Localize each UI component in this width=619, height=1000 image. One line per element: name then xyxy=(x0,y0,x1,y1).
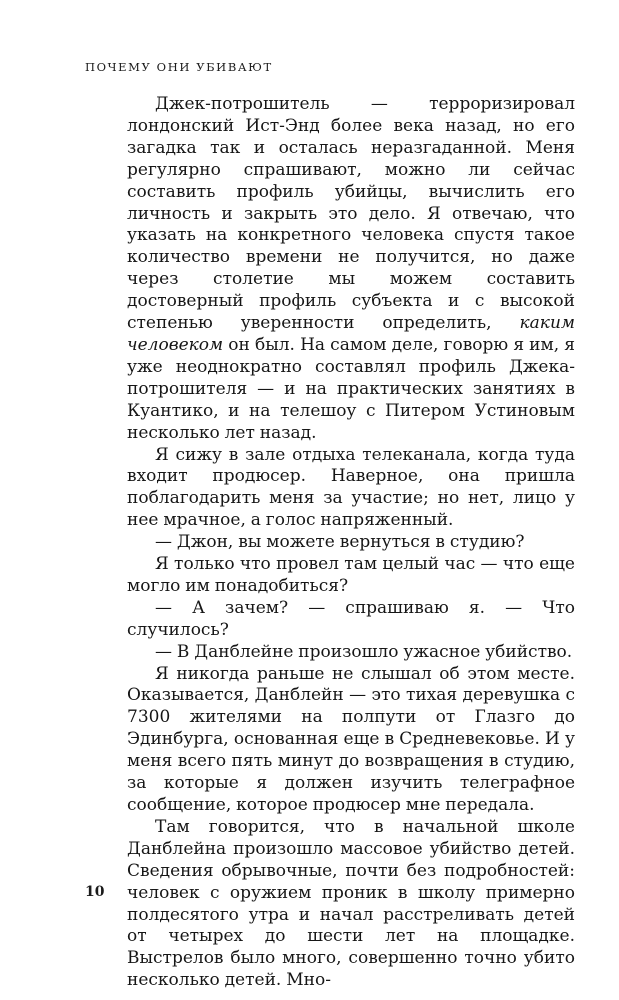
text-segment: он был. На самом деле, говорю я им, я уже неоднократно составлял профиль Джека-потрошителя — и на практических занятиях в Куантико, и на телешоу с Питером Устиновым несколько лет назад. xyxy=(127,334,575,443)
text-segment: — В Данблейне произошло ужасное убийство. xyxy=(155,641,573,662)
paragraph xyxy=(127,94,575,445)
paragraph xyxy=(127,598,575,642)
paragraph xyxy=(127,664,575,817)
text-segment: Я только что провел там целый час — что еще могло им понадобиться? xyxy=(127,554,575,596)
italic-text: каким человеком xyxy=(127,313,575,355)
running-header: ПОЧЕМУ ОНИ УБИВАЮТ xyxy=(85,60,273,74)
text-segment: — Джон, вы можете вернуться в студию? xyxy=(155,532,525,553)
paragraph xyxy=(127,445,575,533)
paragraph xyxy=(127,554,575,598)
text-segment: — А зачем? — спрашиваю я. — Что случилось? xyxy=(127,597,575,640)
body-text xyxy=(127,94,575,992)
paragraph xyxy=(127,817,575,992)
text-segment: Я сижу в зале отдыха телеканала, когда туда входит продюсер. Наверное, она пришла поблагодарить меня за участие; но нет, лицо у нее мрачное, а голос напряженный. xyxy=(127,444,575,531)
text-segment: Там говорится, что в начальной школе Данблейна произошло массовое убийство детей. Сведения обрывочные, почти без подробностей: человек с оружием проник в школу примерно полдесятого утра и начал расстреливать детей от четырех до шести лет на площадке. Выстрелов было много, совершенно точно убито несколько детей. Мно- xyxy=(127,816,575,991)
text-segment: Джек-потрошитель — терроризировал лондонский Ист-Энд более века назад, но его загадка так и осталась неразгаданной. Меня регулярно спрашивают, можно ли сейчас составить профиль убийцы, вычислить его личность и закрыть это дело. Я отвечаю, что указать на конкретного человека спустя такое количество времени не получится, но даже через столетие мы можем составить достоверный профиль субъекта и с высокой степенью уверенности определить, xyxy=(127,94,575,334)
paragraph xyxy=(127,532,575,554)
text-segment: Я никогда раньше не слышал об этом месте. Оказывается, Данблейн — это тихая деревушка с 7300 жителями на полпути от Глазго до Эдинбурга, основанная еще в Средневековье. И у меня всего пять минут до возвращения в студию, за которые я должен изучить телеграфное сообщение, которое продюсер мне передала. xyxy=(127,663,575,815)
paragraph xyxy=(127,642,575,664)
page-number: 10 xyxy=(85,884,105,900)
